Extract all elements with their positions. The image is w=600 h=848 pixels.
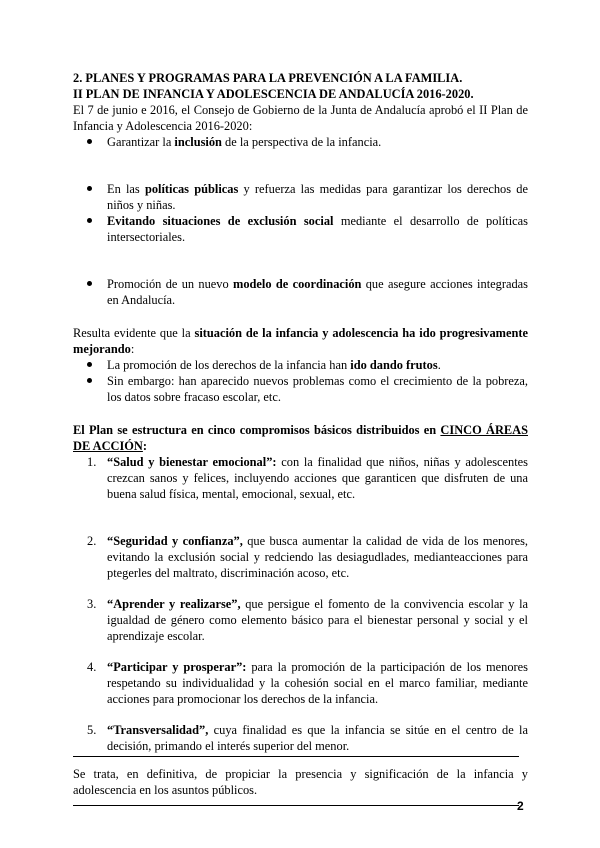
heading-line-2: II PLAN DE INFANCIA Y ADOLESCENCIA DE ANDALUCÍA 2016-2020. [73, 87, 474, 101]
bullet-icon [87, 281, 92, 286]
bullet-icon [87, 218, 92, 223]
bullet-icon [87, 362, 92, 367]
goal-item: Promoción de un nuevo modelo de coordinación que asegure acciones integradas en Andalucía. [73, 276, 528, 308]
goal-item: En las políticas públicas y refuerza las medidas para garantizar los derechos de niños y niñas. [73, 181, 528, 213]
spacer [73, 502, 528, 533]
conclusion-paragraph: Se trata, en definitiva, de propiciar la presencia y significación de la infancia y adolescencia en los asuntos públicos. [73, 767, 528, 797]
spacer [73, 150, 528, 181]
bullet-icon [87, 186, 92, 191]
goals-list [73, 134, 528, 308]
bullet-icon [87, 139, 92, 144]
spacer [73, 707, 528, 722]
spacer [73, 581, 528, 596]
document-page [73, 70, 528, 806]
goal-item: Garantizar la inclusión de la perspectiva de la infancia. [73, 134, 528, 150]
heading-line-1: 2. PLANES Y PROGRAMAS PARA LA PREVENCIÓN A LA FAMILIA. [73, 71, 463, 85]
spacer [73, 245, 528, 276]
progress-item: Sin embargo: han aparecido nuevos problemas como el crecimiento de la pobreza, los datos sobre fracaso escolar, etc. [73, 373, 528, 405]
action-area-item: 5. “Transversalidad”, cuya finalidad es que la infancia se sitúe en el centro de la decisión, primando el interés superior del menor. [87, 723, 528, 753]
goal-item: Evitando situaciones de exclusión social mediante el desarrollo de políticas intersectoriales. [73, 213, 528, 245]
intro-paragraph: El 7 de junio e 2016, el Consejo de Gobierno de la Junta de Andalucía aprobó el II Plan de Infancia y Adolescencia 2016-2020: [73, 103, 528, 133]
page-number: 2 [517, 799, 524, 813]
progress-item: La promoción de los derechos de la infancia han ido dando frutos. [73, 357, 528, 373]
section-heading [73, 70, 528, 102]
action-area-item: 1. “Salud y bienestar emocional”: con la finalidad que niños, niñas y adolescentes crezcan sanos y felices, incluyendo acciones que garanticen que disfruten de una buena salud física, mental, emocional, sexual, etc. [87, 455, 528, 501]
bullet-icon [87, 378, 92, 383]
action-area-item: 3. “Aprender y realizarse”, que persigue el fomento de la convivencia escolar y la igualdad de género como elemento básico para el bienestar personal y social y el aprendizaje escolar. [87, 597, 529, 643]
evident-paragraph: Resulta evidente que la situación de la infancia y adolescencia ha ido progresivamente mejorando: [73, 326, 528, 356]
divider-bottom [73, 805, 519, 806]
structure-heading: El Plan se estructura en cinco compromisos básicos distribuidos en CINCO ÁREAS DE ACCIÓN: [73, 423, 528, 453]
action-areas-list [73, 454, 528, 754]
spacer [73, 644, 528, 659]
action-area-item: 2. “Seguridad y confianza”, que busca aumentar la calidad de vida de los menores, evitando la exclusión social y redciendo las desiagudlades, medianteacciones para ptegerles del maltrato, discriminación acoso, etc. [87, 534, 528, 580]
progress-list [73, 357, 528, 405]
action-area-item: 4. “Participar y prosperar”: para la promoción de la participación de los menores respetando su individualidad y la cohesión social en el marco familiar, mediante acciones para promocionar los derechos de la infancia. [87, 660, 528, 706]
